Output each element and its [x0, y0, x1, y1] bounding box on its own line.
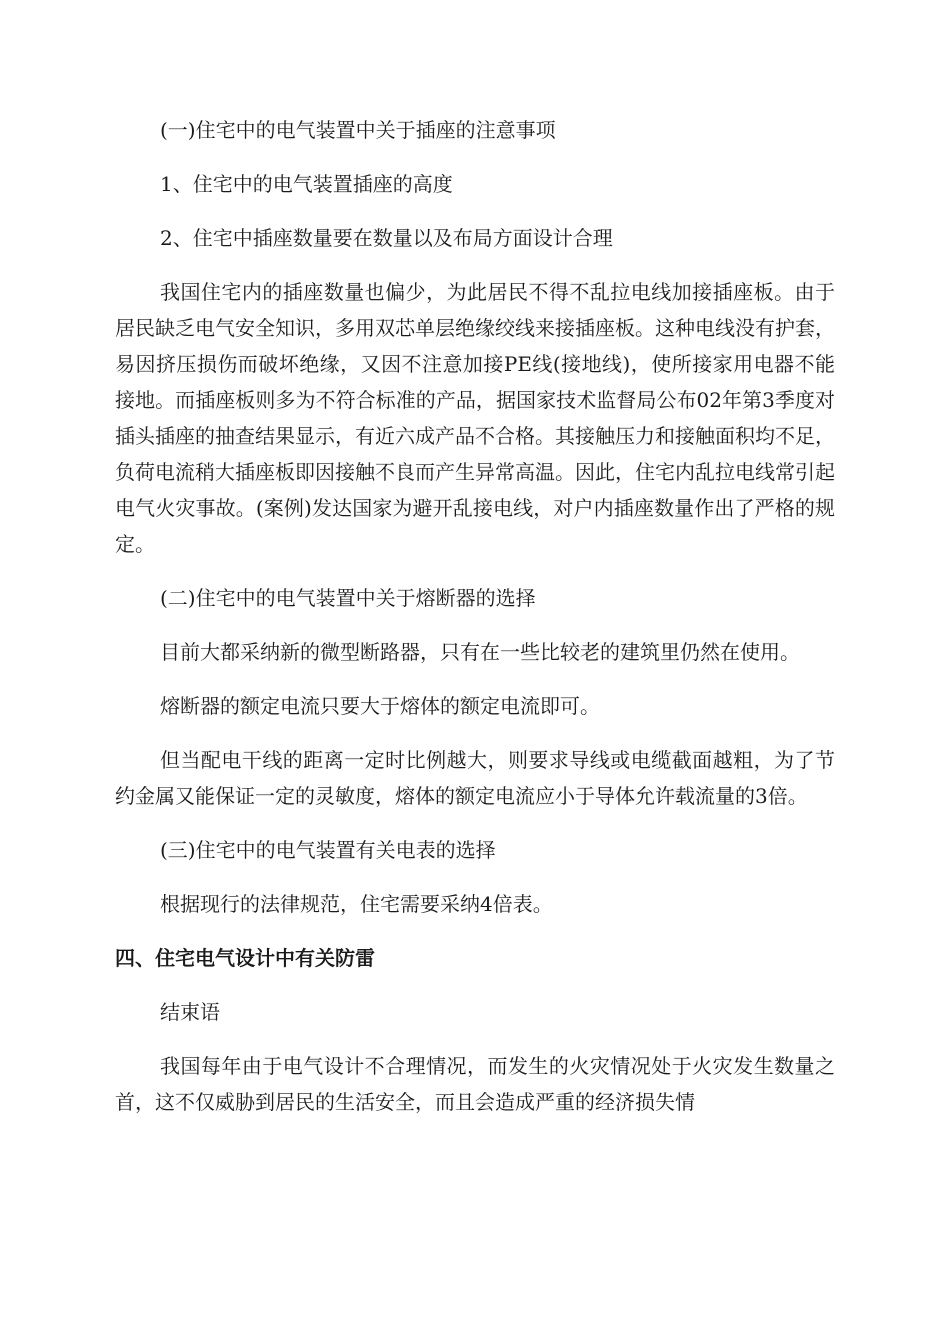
- subsection-heading-fuses: (二)住宅中的电气装置中关于熔断器的选择: [160, 586, 536, 610]
- list-item-socket-quantity: 2、住宅中插座数量要在数量以及布局方面设计合理: [160, 226, 613, 250]
- subsection-heading-meters: (三)住宅中的电气装置有关电表的选择: [160, 838, 496, 862]
- body-paragraph-breakers: 目前大都采纳新的微型断路器，只有在一些比较老的建筑里仍然在使用。: [160, 640, 800, 664]
- document-page: [115, 112, 835, 1138]
- body-paragraph-fuse-ratio: 但当配电干线的距离一定时比例越大，则要求导线或电缆截面越粗，为了节约金属又能保证一定的灵敏度，熔体的额定电流应小于导体允许载流量的3倍。: [115, 748, 835, 808]
- subsection-heading-sockets: (一)住宅中的电气装置中关于插座的注意事项: [160, 118, 556, 142]
- section-heading-lightning: 四、住宅电气设计中有关防雷: [115, 946, 375, 970]
- closing-paragraph: 我国每年由于电气设计不合理情况，而发生的火灾情况处于火灾发生数量之首，这不仅威胁到居民的生活安全，而且会造成严重的经济损失情: [115, 1054, 835, 1114]
- closing-title: 结束语: [160, 1000, 220, 1024]
- list-item-socket-height: 1、住宅中的电气装置插座的高度: [160, 172, 453, 196]
- body-paragraph-meters: 根据现行的法律规范，住宅需要采纳4倍表。: [160, 892, 553, 916]
- body-paragraph-socket-issues: 我国住宅内的插座数量也偏少，为此居民不得不乱拉电线加接插座板。由于居民缺乏电气安全知识，多用双芯单层绝缘绞线来接插座板。这种电线没有护套，易因挤压损伤而破坏绝缘，又因不注意加接PE线(接地线)，使所接家用电器不能接地。而插座板则多为不符合标准的产品，据国家技术监督局公布02年第3季度对插头插座的抽查结果显示，有近六成产品不合格。其接触压力和接触面积均不足，负荷电流稍大插座板即因接触不良而产生异常高温。因此，住宅内乱拉电线常引起电气火灾事故。(案例)发达国家为避开乱接电线，对户内插座数量作出了严格的规定。: [115, 280, 835, 556]
- body-paragraph-fuse-current: 熔断器的额定电流只要大于熔体的额定电流即可。: [160, 694, 600, 718]
